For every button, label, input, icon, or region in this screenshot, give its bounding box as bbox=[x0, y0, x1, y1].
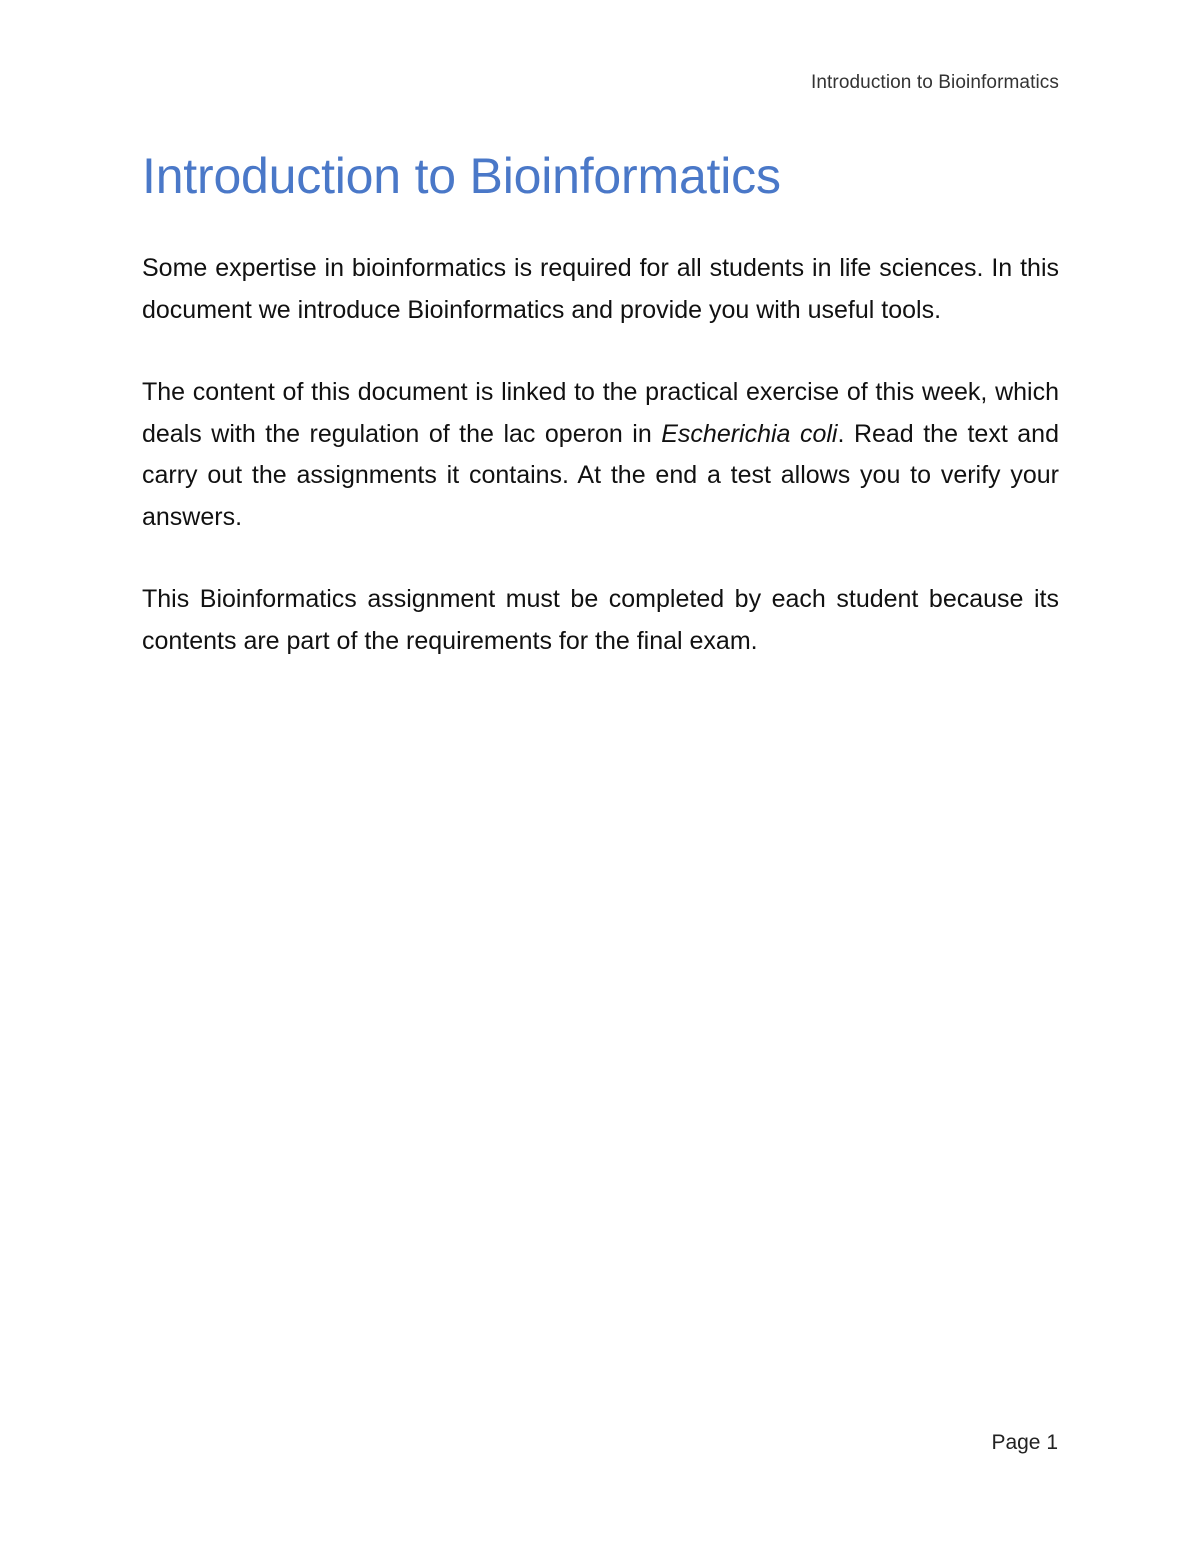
document-title: Introduction to Bioinformatics bbox=[142, 148, 781, 204]
paragraph-practical-text-after: . Read the text and carry out the assignments it contains. At the end a test allows you to verify your answers. bbox=[142, 419, 1059, 531]
paragraph-requirement: This Bioinformatics assignment must be completed by each student because its contents are part of the requirements for the final exam. bbox=[142, 585, 1059, 655]
paragraph-intro: Some expertise in bioinformatics is required for all students in life sciences. In this document we introduce Bioinformatics and provide you with useful tools. bbox=[142, 254, 1059, 324]
page-number: Page 1 bbox=[991, 1431, 1058, 1454]
document-body bbox=[142, 248, 1059, 703]
species-name: Escherichia coli bbox=[661, 419, 838, 448]
paragraph-practical bbox=[142, 372, 1059, 538]
running-header: Introduction to Bioinformatics bbox=[810, 72, 1059, 93]
paragraph-practical-text-before: The content of this document is linked to the practical exercise of this week, which deals with the regulation of the lac operon in bbox=[142, 378, 1059, 448]
